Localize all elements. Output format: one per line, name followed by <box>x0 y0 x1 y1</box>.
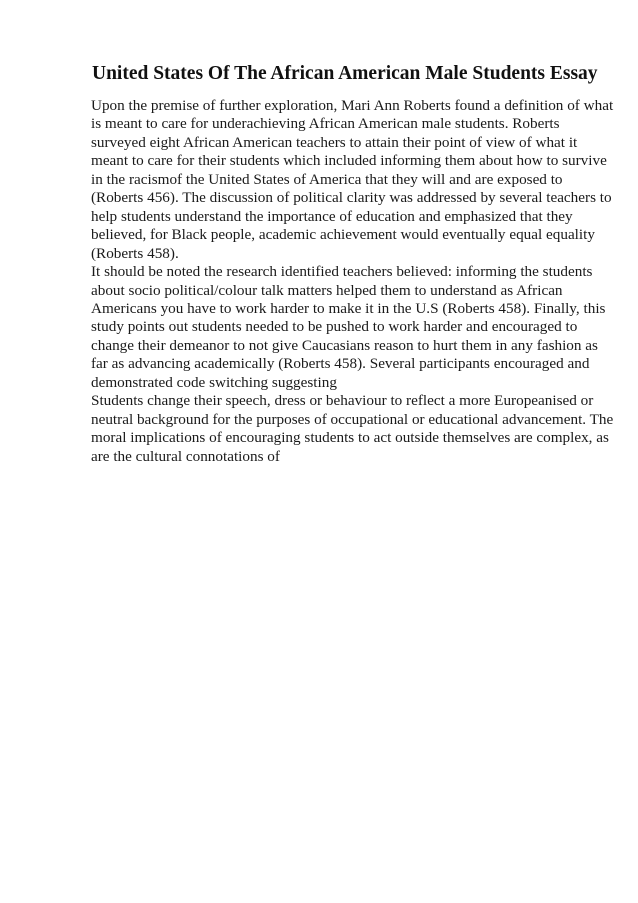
body-line: help students understand the importance of education and emphasized that they <box>91 207 573 225</box>
body-line: Upon the premise of further exploration, Mari Ann Roberts found a definition of what <box>91 97 614 114</box>
body-line: is meant to care for underachieving African American male students. Roberts <box>91 115 560 133</box>
body-line: far as advancing academically (Roberts 458). Several participants encouraged and <box>91 355 590 373</box>
body-line: (Roberts 456). The discussion of political clarity was addressed by several teachers to <box>91 189 612 207</box>
body-line: meant to care for their students which included informing them about how to survive <box>91 152 607 170</box>
body-line: neutral background for the purposes of occupational or educational advancement. The <box>91 410 614 428</box>
body-line: (Roberts 458). <box>91 244 179 262</box>
body-line: Students change their speech, dress or behaviour to reflect a more Europeanised or <box>91 392 594 410</box>
body-line: surveyed eight African American teachers to attain their point of view of what it <box>91 133 578 151</box>
body-line: moral implications of encouraging students to act outside themselves are complex, as <box>91 429 609 447</box>
body-line: about socio political/colour talk matters helped them to understand as African <box>91 281 563 299</box>
body-line: are the cultural connotations of <box>91 447 280 465</box>
body-line: study points out students needed to be pushed to work harder and encouraged to <box>91 318 578 336</box>
body-line: It should be noted the research identified teachers believed: informing the students <box>91 263 593 281</box>
body-line: believed, for Black people, academic achievement would eventually equal equality <box>91 226 595 244</box>
body-line: Americans you have to work harder to make it in the U.S (Roberts 458). Finally, this <box>91 299 606 317</box>
body-line: change their demeanor to not give Caucasians reason to hurt them in any fashion as <box>91 336 598 354</box>
body-line: demonstrated code switching suggesting <box>91 373 337 391</box>
document-title: United States Of The African American Male Students Essay <box>92 63 598 84</box>
body-line: in the racismof the United States of America that they will and are exposed to <box>91 170 563 188</box>
document-body <box>91 97 614 466</box>
